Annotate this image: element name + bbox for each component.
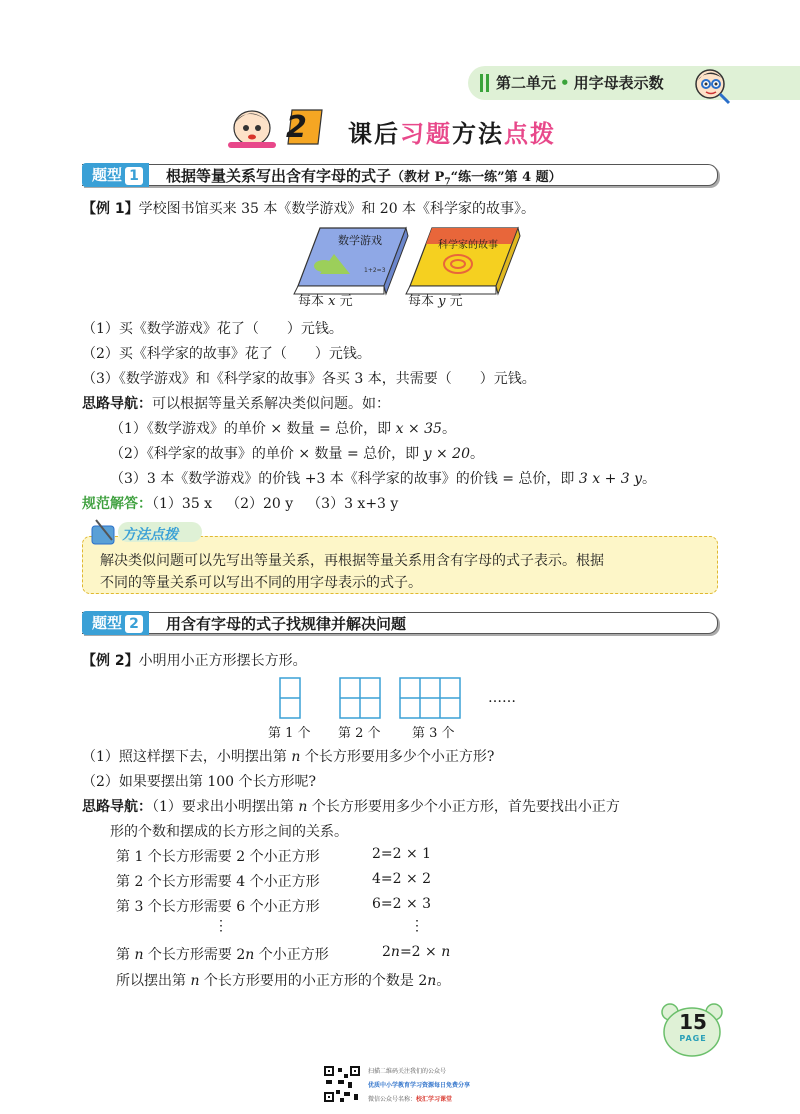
title-part3: 方法 xyxy=(452,120,504,148)
guide-text: 可以根据等量关系解决类似问题。如： xyxy=(152,396,390,412)
footer-resource-text: 优质中小学教育学习资源每日免费分享 xyxy=(368,1082,471,1089)
svg-text:1+2=3: 1+2=3 xyxy=(364,267,386,274)
rectangle-caption-2: 第 2 个 xyxy=(338,726,381,741)
footer-account: 微信公众号名称：校汇学习课堂 xyxy=(368,1096,453,1103)
example1-guide xyxy=(82,393,390,413)
example2-prompt xyxy=(82,650,307,670)
example1-prompt xyxy=(82,198,535,218)
book1-caption: 每本 x 元 xyxy=(298,294,353,309)
pattern-row-2-left: 第 2 个长方形需要 4 个小正方形 xyxy=(116,874,320,890)
title-mascot-icon xyxy=(222,104,332,150)
example2-question2: （2）如果要摆出第 100 个长方形呢? xyxy=(82,774,317,790)
lesson-title xyxy=(286,110,556,149)
guide2-label: 思路导航： xyxy=(82,799,152,815)
pattern-vdots-left: ⋮ xyxy=(214,918,228,934)
guide-step2: （2）《科学家的故事》的单价 × 数量 = 总价，即 y × 20。 xyxy=(110,446,484,462)
example2-conclusion: 所以摆出第 n 个长方形要用的小正方形的个数是 2n。 xyxy=(116,973,451,989)
example1-question1: （1）买《数学游戏》花了（ ）元钱。 xyxy=(82,321,343,337)
section2-badge-number: 2 xyxy=(125,615,143,633)
header-bar-decoration xyxy=(486,74,489,92)
example1-text: 学校图书馆买来 35 本《数学游戏》和 20 本《科学家的故事》。 xyxy=(138,201,536,217)
title-part2: 习题 xyxy=(400,120,452,148)
rectangle-caption-3: 第 3 个 xyxy=(412,726,455,741)
unit-label: 第二单元 xyxy=(496,74,557,92)
answer-1: （1）35 x xyxy=(152,496,213,512)
section1-title-text: 根据等量关系写出含有字母的式子 xyxy=(166,167,392,185)
unit-topic: 用字母表示数 xyxy=(573,74,664,92)
section1-badge-number: 1 xyxy=(125,167,143,185)
guide-step1: （1）《数学游戏》的单价 × 数量 = 总价，即 x × 35。 xyxy=(110,421,456,437)
pattern-row-n-right: 2n=2 × n xyxy=(382,944,451,960)
section2-badge-label: 题型 xyxy=(92,614,123,632)
example2-guide: 思路导航：（1）要求出小明摆出第 n 个长方形要用多少个小正方形，首先要找出小正方 xyxy=(82,799,620,815)
book2-cover-title: 科学家的故事 xyxy=(438,240,498,251)
footer-account-name: 校汇学习课堂 xyxy=(416,1096,453,1103)
pattern-row-3-right: 6=2 × 3 xyxy=(372,896,432,912)
answer-3: （3）3 x+3 y xyxy=(307,496,399,512)
pattern-row-1-left: 第 1 个长方形需要 2 个小正方形 xyxy=(116,849,320,865)
example2-tag: 【例 2】 xyxy=(82,653,139,669)
title-part1: 课后 xyxy=(348,120,400,148)
section1-note: （教材 $P_7“$练一练”第 4 题） xyxy=(391,170,562,188)
mascot-magnifier-icon xyxy=(692,66,732,106)
answer-label: 规范解答： xyxy=(82,496,152,512)
example2-question1: （1）照这样摆下去，小明摆出第 n 个长方形要用多少个小正方形? xyxy=(82,749,495,765)
example1-tag: 【例 1】 xyxy=(82,201,139,217)
section1-title xyxy=(166,165,562,188)
pattern-ellipsis: …… xyxy=(488,690,516,706)
section1-badge xyxy=(82,163,149,187)
pattern-row-2-right: 4=2 × 2 xyxy=(372,871,432,887)
pattern-vdots-right: ⋮ xyxy=(410,918,424,934)
qr-code-icon xyxy=(322,1064,362,1104)
guide-step3: （3）3 本《数学游戏》的价钱 +3 本《科学家的故事》的价钱 = 总价，即 3 x + 3 y。 xyxy=(110,471,657,487)
pattern-row-1-right: 2=2 × 1 xyxy=(372,846,432,862)
book1-cover-title: 数学游戏 xyxy=(338,234,382,247)
answer-2: （2）20 y xyxy=(226,496,294,512)
method-line2: 不同的等量关系可以写出不同的用字母表示的式子。 xyxy=(100,575,422,591)
example1-question2: （2）买《科学家的故事》花了（ ）元钱。 xyxy=(82,346,371,362)
example1-answer xyxy=(82,493,398,513)
example2-guide-line2: 形的个数和摆成的长方形之间的关系。 xyxy=(110,824,348,840)
guide-label: 思路导航： xyxy=(82,396,152,412)
example2-text: 小明用小正方形摆长方形。 xyxy=(138,653,307,669)
pattern-row-n-left: 第 n 个长方形需要 2n 个小正方形 xyxy=(116,947,329,963)
page-word: PAGE xyxy=(679,1034,707,1043)
section2-title: 用含有字母的式子找规律并解决问题 xyxy=(166,615,407,633)
unit-separator: • xyxy=(560,74,570,92)
book2-caption: 每本 y 元 xyxy=(408,294,463,309)
title-number: 2 xyxy=(286,110,309,145)
page-number: 15 xyxy=(679,1010,707,1034)
section2-badge xyxy=(82,611,149,635)
method-line1: 解决类似问题可以先写出等量关系，再根据等量关系用含有字母的式子表示。根据 xyxy=(100,553,604,569)
footer-scan-text: 扫描二维码关注我们的公众号 xyxy=(368,1068,447,1075)
rectangle-caption-1: 第 1 个 xyxy=(268,726,311,741)
section1-badge-label: 题型 xyxy=(92,166,123,184)
unit-heading xyxy=(496,72,664,93)
example1-question3: （3）《数学游戏》和《科学家的故事》各买 3 本，共需要（ ）元钱。 xyxy=(82,371,536,387)
method-tag-label: 方法点拨 xyxy=(122,527,178,543)
title-part4: 点拨 xyxy=(504,120,556,148)
pattern-row-3-left: 第 3 个长方形需要 6 个小正方形 xyxy=(116,899,320,915)
header-bar-decoration xyxy=(480,74,483,92)
